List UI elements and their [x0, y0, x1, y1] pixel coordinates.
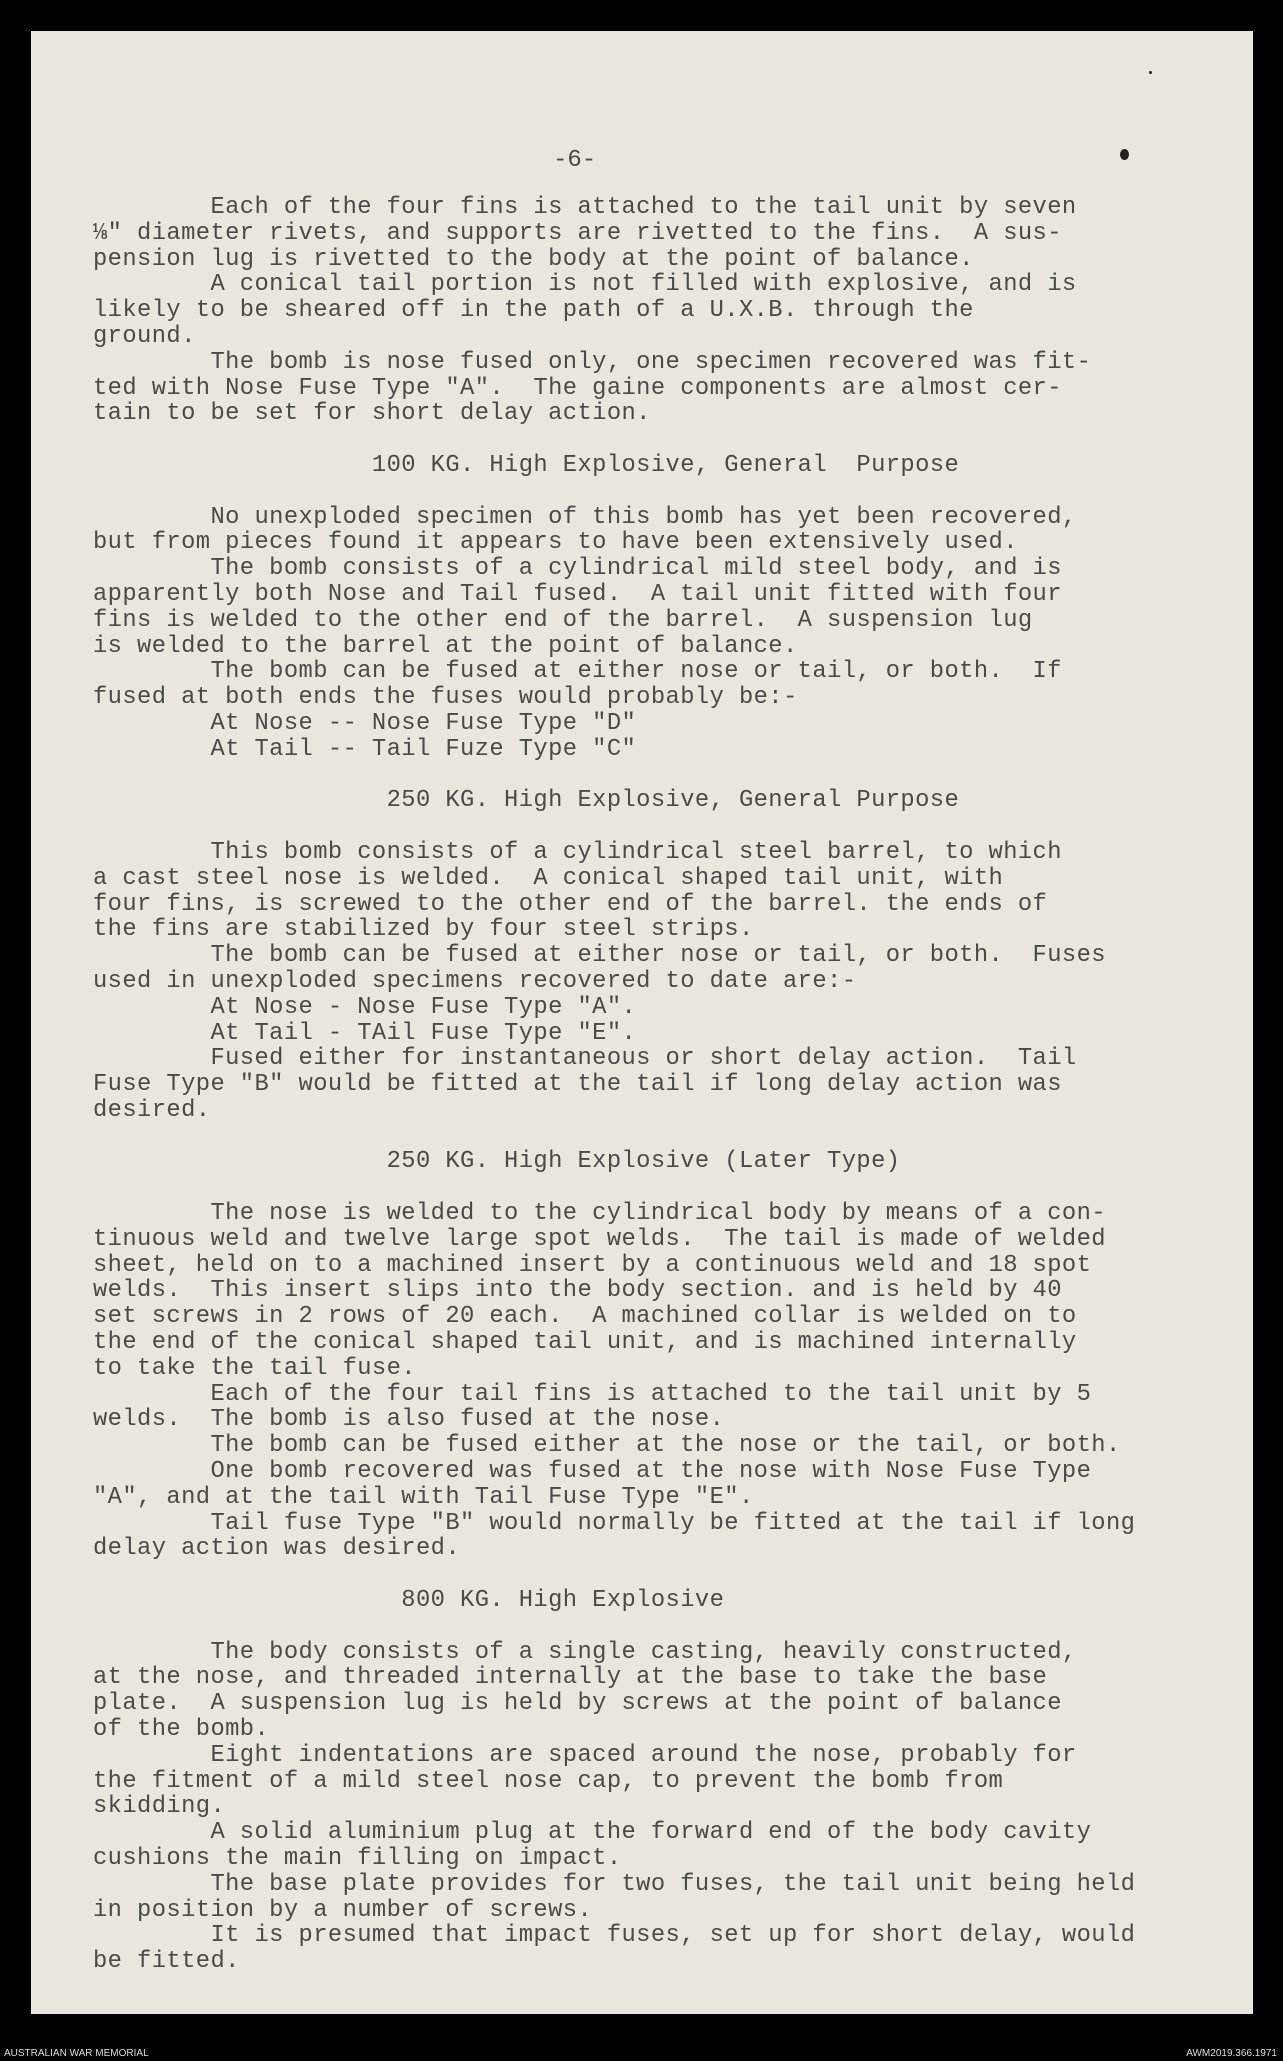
paragraph: Each of the four tail fins is attached to the tail unit by 5 welds. The bomb is also fused at the nose.	[93, 1380, 1092, 1434]
paragraph: One bomb recovered was fused at the nose with Nose Fuse Type "A", and at the tail with Tail Fuse Type "E".	[93, 1458, 1092, 1511]
paragraph: The bomb can be fused at either nose or tail, or both. If fused at both ends the fuses would probably be:- At Nose -- Nose Fuse Type "D" At Tail -- Tail Fuze Type "C"	[93, 658, 1062, 763]
section-100kg-he-gp	[93, 453, 1213, 763]
paragraph: This bomb consists of a cylindrical steel barrel, to which a cast steel nose is welded. A conical shaped tail unit, with four fins, is screwed to the other end of the barrel. the ends of the fins are stabilized by four steel strips.	[93, 838, 1062, 944]
paragraph: The base plate provides for two fuses, the tail unit being held in position by a number of screws.	[93, 1870, 1136, 1924]
paragraph: Fused either for instantaneous or short delay action. Tail Fuse Type "B" would be fitted at the tail if long delay action was desired.	[93, 1045, 1077, 1124]
document-page	[31, 31, 1253, 2014]
page-number: -6-	[553, 147, 597, 174]
paragraph: A solid aluminium plug at the forward end of the body cavity cushions the main filling on impact.	[93, 1819, 1092, 1872]
document-body	[93, 195, 1213, 1975]
footer-institution: AUSTRALIAN WAR MEMORIAL	[4, 2048, 149, 2059]
section-250kg-he-later-type	[93, 1149, 1213, 1562]
paragraph: The nose is welded to the cylindrical body by means of a con- tinuous weld and twelve large spot welds. The tail is made of welded sheet, held on to a machined insert by a continuous weld and 18 spot welds. This insert slips into the body section. and is held by 40 set screws in 2 rows of 20 each. A machined collar is welded on to the end of the conical shaped tail unit, and is machined internally to take the tail fuse.	[93, 1200, 1106, 1382]
section-heading: 100 KG. High Explosive, General Purpose	[93, 451, 960, 479]
footer-accession-number: AWM2019.366.1971	[1186, 2048, 1277, 2059]
paragraph: Tail fuse Type "B" would normally be fitted at the tail if long delay action was desired.	[93, 1509, 1136, 1563]
paragraph: It is presumed that impact fuses, set up for short delay, would be fitted.	[93, 1922, 1136, 1976]
paragraph: Each of the four fins is attached to the tail unit by seven ⅛" diameter rivets, and supports are rivetted to the fins. A sus- pension lug is rivetted to the body at the point of balance.	[93, 194, 1077, 273]
paragraph: The bomb consists of a cylindrical mild steel body, and is apparently both Nose and Tail fused. A tail unit fitted with four fins is welded to the other end of the barrel. A suspension lug is welded to the barrel at the point of balance.	[93, 555, 1062, 660]
section-fins-and-fusing	[93, 195, 1213, 427]
paragraph: The bomb can be fused either at the nose or the tail, or both.	[93, 1432, 1121, 1460]
ink-speck	[1149, 71, 1152, 74]
section-heading: 250 KG. High Explosive (Later Type)	[93, 1148, 901, 1176]
paragraph: The bomb can be fused at either nose or tail, or both. Fuses used in unexploded specimens recovered to date are:- At Nose - Nose Fuse Type "A". At Tail - TAil Fuse Type "E".	[93, 942, 1106, 1047]
section-250kg-he-gp	[93, 788, 1213, 1123]
section-800kg-he	[93, 1588, 1213, 1975]
paragraph: The bomb is nose fused only, one specimen recovered was fit- ted with Nose Fuse Type "A". The gaine components are almost cer- tain to be set for short delay action.	[93, 348, 1092, 428]
paragraph: No unexploded specimen of this bomb has yet been recovered, but from pieces found it appears to have been extensively used.	[93, 503, 1077, 557]
section-heading: 800 KG. High Explosive	[93, 1587, 725, 1615]
paragraph: The body consists of a single casting, heavily constructed, at the nose, and threaded internally at the base to take the base plate. A suspension lug is held by screws at the point of balance of the bomb.	[93, 1638, 1077, 1744]
paragraph: Eight indentations are spaced around the nose, probably for the fitment of a mild steel nose cap, to prevent the bomb from skidding.	[93, 1741, 1077, 1821]
section-heading: 250 KG. High Explosive, General Purpose	[93, 787, 960, 815]
paragraph: A conical tail portion is not filled with explosive, and is likely to be sheared off in the path of a U.X.B. through the ground.	[93, 271, 1077, 350]
ink-blot	[1120, 149, 1129, 160]
